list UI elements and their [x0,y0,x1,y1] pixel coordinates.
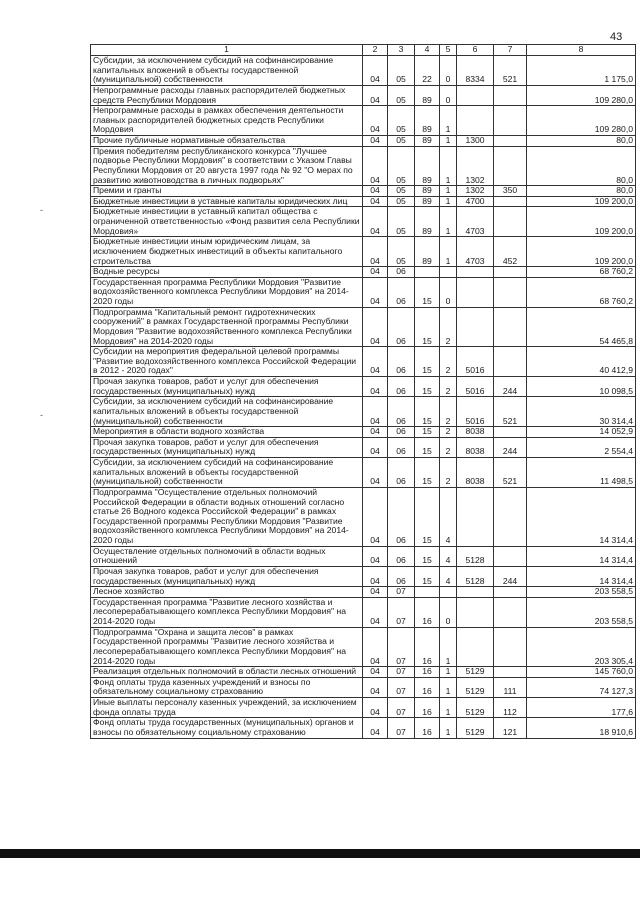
row-code-cell: 2 [440,427,457,438]
row-code-cell: 06 [388,397,415,427]
row-code-cell: 04 [363,237,388,267]
row-name-cell: Прочие публичные нормативные обязательства [91,136,363,147]
row-code-cell: 15 [415,437,440,457]
table-row [91,427,636,438]
row-code-cell: 22 [415,56,440,86]
row-code-cell: 1 [440,627,457,667]
row-code-cell: 8334 [457,56,494,86]
row-code-cell: 06 [388,546,415,566]
row-name-cell: Иные выплаты персоналу казенных учреждений, за исключением фонда оплаты труда [91,698,363,718]
row-code-cell: 2 [440,458,457,488]
row-code-cell [494,196,527,207]
row-code-cell: 04 [363,56,388,86]
row-code-cell: 15 [415,458,440,488]
row-code-cell: 15 [415,347,440,377]
row-code-cell [494,347,527,377]
row-code-cell: 06 [388,487,415,546]
row-code-cell [457,277,494,307]
row-amount-cell: 10 098,5 [527,377,636,397]
row-code-cell: 89 [415,196,440,207]
table-row [91,667,636,678]
row-code-cell: 1 [440,106,457,136]
row-code-cell: 06 [388,427,415,438]
row-code-cell: 04 [363,437,388,457]
table-row [91,437,636,457]
row-code-cell: 06 [388,566,415,586]
row-code-cell [457,587,494,598]
row-code-cell: 04 [363,146,388,186]
table-row [91,627,636,667]
row-name-cell: Прочая закупка товаров, работ и услуг для обеспечения государственных (муниципальных) нужд [91,377,363,397]
row-code-cell: 04 [363,627,388,667]
row-code-cell [494,487,527,546]
row-code-cell: 04 [363,597,388,627]
table-row [91,186,636,197]
table-row [91,587,636,598]
row-code-cell: 04 [363,106,388,136]
row-code-cell: 2 [440,307,457,347]
row-code-cell: 16 [415,597,440,627]
row-name-cell: Подпрограмма "Охрана и защита лесов" в рамках Государственной программы "Развитие лесного хозяйства и лесоперерабатывающего комплекса Республики Мордовия" на 2014-2020 годы [91,627,363,667]
row-code-cell: 16 [415,698,440,718]
row-name-cell: Государственная программа "Развитие лесного хозяйства и лесоперерабатывающего комплекса Республики Мордовия" на 2014-2020 годы [91,597,363,627]
row-amount-cell: 177,6 [527,698,636,718]
row-code-cell: 07 [388,627,415,667]
row-name-cell: Прочая закупка товаров, работ и услуг для обеспечения государственных (муниципальных) нужд [91,437,363,457]
row-code-cell: 15 [415,566,440,586]
row-code-cell [415,587,440,598]
table-row [91,56,636,86]
row-code-cell: 15 [415,546,440,566]
row-name-cell: Бюджетные инвестиции иным юридическим лицам, за исключением бюджетных инвестиций в объекты капитального строительства [91,237,363,267]
table-row [91,597,636,627]
row-amount-cell: 18 910,6 [527,718,636,738]
row-code-cell: 04 [363,377,388,397]
row-code-cell [494,136,527,147]
row-code-cell: 4 [440,546,457,566]
row-code-cell [440,267,457,278]
row-code-cell: 06 [388,437,415,457]
row-code-cell: 07 [388,718,415,738]
row-code-cell: 521 [494,458,527,488]
row-code-cell: 8038 [457,458,494,488]
row-amount-cell: 109 280,0 [527,85,636,105]
header-cell: 7 [494,45,527,56]
row-code-cell: 121 [494,718,527,738]
row-name-cell: Субсидии, за исключением субсидий на софинансирование капитальных вложений в объекты государственной (муниципальной) собственности [91,458,363,488]
row-code-cell: 16 [415,667,440,678]
table-row [91,207,636,237]
row-code-cell: 521 [494,397,527,427]
row-name-cell: Государственная программа Республики Мордовия "Развитие водохозяйственного комплекса Республики Мордовия" на 2014-2020 годы [91,277,363,307]
row-code-cell: 16 [415,677,440,697]
row-code-cell: 1 [440,698,457,718]
row-code-cell [457,307,494,347]
row-code-cell: 4703 [457,207,494,237]
row-code-cell: 15 [415,277,440,307]
table-row [91,237,636,267]
row-code-cell [457,267,494,278]
row-amount-cell: 203 558,5 [527,587,636,598]
row-amount-cell: 109 200,0 [527,207,636,237]
row-code-cell [494,85,527,105]
page-number: 43 [610,31,623,43]
row-code-cell: 05 [388,85,415,105]
header-cell: 2 [363,45,388,56]
row-code-cell: 4703 [457,237,494,267]
row-code-cell: 1 [440,237,457,267]
row-code-cell: 06 [388,458,415,488]
row-code-cell: 111 [494,677,527,697]
row-amount-cell: 54 465,8 [527,307,636,347]
table-row [91,307,636,347]
row-code-cell [457,627,494,667]
row-code-cell: 15 [415,397,440,427]
row-code-cell [494,627,527,667]
row-code-cell: 05 [388,196,415,207]
header-cell: 5 [440,45,457,56]
table-row [91,397,636,427]
row-name-cell: Реализация отдельных полномочий в области лесных отношений [91,667,363,678]
row-code-cell: 1 [440,136,457,147]
row-amount-cell: 2 554,4 [527,437,636,457]
row-code-cell [457,487,494,546]
row-code-cell: 0 [440,56,457,86]
row-code-cell: 89 [415,136,440,147]
table-row [91,267,636,278]
row-code-cell: 06 [388,267,415,278]
row-code-cell: 89 [415,237,440,267]
row-code-cell: 244 [494,437,527,457]
row-code-cell: 89 [415,207,440,237]
scan-mark: - [40,410,43,420]
table-row [91,487,636,546]
row-code-cell: 15 [415,427,440,438]
row-code-cell: 04 [363,587,388,598]
row-code-cell: 04 [363,677,388,697]
row-amount-cell: 203 305,4 [527,627,636,667]
row-code-cell: 07 [388,667,415,678]
row-code-cell: 521 [494,56,527,86]
header-cell: 4 [415,45,440,56]
row-code-cell [494,587,527,598]
row-code-cell: 2 [440,347,457,377]
row-code-cell: 5129 [457,667,494,678]
row-code-cell: 04 [363,267,388,278]
row-code-cell [494,146,527,186]
row-code-cell: 244 [494,566,527,586]
row-amount-cell: 14 314,4 [527,487,636,546]
row-code-cell [415,267,440,278]
row-code-cell: 2 [440,437,457,457]
row-code-cell: 05 [388,207,415,237]
row-amount-cell: 40 412,9 [527,347,636,377]
row-code-cell: 5128 [457,546,494,566]
row-code-cell: 04 [363,546,388,566]
row-code-cell: 2 [440,377,457,397]
row-code-cell: 4700 [457,196,494,207]
row-amount-cell: 109 200,0 [527,196,636,207]
table-row [91,377,636,397]
table-row [91,277,636,307]
scan-mark: - [40,205,43,215]
row-code-cell: 04 [363,397,388,427]
table-row [91,146,636,186]
row-code-cell: 1302 [457,186,494,197]
header-cell: 1 [91,45,363,56]
row-amount-cell: 30 314,4 [527,397,636,427]
row-code-cell: 89 [415,186,440,197]
row-name-cell: Водные ресурсы [91,267,363,278]
row-code-cell: 89 [415,146,440,186]
row-name-cell: Бюджетные инвестиции в уставный капитал общества с ограниченной ответственностью «Фонд развития села Республики Мордовия» [91,207,363,237]
row-code-cell: 16 [415,627,440,667]
row-code-cell: 06 [388,307,415,347]
header-cell: 3 [388,45,415,56]
row-code-cell: 04 [363,698,388,718]
row-code-cell [494,597,527,627]
row-code-cell: 0 [440,277,457,307]
row-code-cell: 07 [388,587,415,598]
row-amount-cell: 203 558,5 [527,597,636,627]
row-code-cell: 5016 [457,397,494,427]
row-code-cell: 07 [388,677,415,697]
row-code-cell [457,597,494,627]
row-amount-cell: 11 498,5 [527,458,636,488]
row-code-cell: 04 [363,667,388,678]
row-code-cell: 1302 [457,146,494,186]
row-code-cell: 15 [415,307,440,347]
row-amount-cell: 68 760,2 [527,267,636,278]
row-code-cell: 0 [440,597,457,627]
row-code-cell [494,546,527,566]
table-row [91,106,636,136]
table-row [91,698,636,718]
row-name-cell: Подпрограмма "Осуществление отдельных полномочий Российской Федерации в области водных отношений согласно статье 26 Водного кодекса Российской Федерации" в рамках Государственной программы Республики Мордовия "Развитие водохозяйственного комплекса Республики Мордовия" на 2014-2020 годы [91,487,363,546]
row-code-cell: 5129 [457,677,494,697]
row-code-cell: 04 [363,307,388,347]
row-code-cell: 1 [440,186,457,197]
row-name-cell: Фонд оплаты труда государственных (муниципальных) органов и взносы по обязательному социальному страхованию [91,718,363,738]
row-code-cell [457,106,494,136]
row-name-cell: Мероприятия в области водного хозяйства [91,427,363,438]
row-amount-cell: 14 052,9 [527,427,636,438]
row-code-cell: 1 [440,667,457,678]
row-name-cell: Премии и гранты [91,186,363,197]
row-code-cell [494,277,527,307]
table-row [91,347,636,377]
row-code-cell: 1 [440,146,457,186]
row-code-cell: 04 [363,458,388,488]
header-cell: 8 [527,45,636,56]
row-code-cell [494,106,527,136]
table-row [91,196,636,207]
row-name-cell: Лесное хозяйство [91,587,363,598]
row-code-cell: 15 [415,487,440,546]
row-code-cell: 5129 [457,698,494,718]
row-amount-cell: 14 314,4 [527,566,636,586]
row-code-cell: 06 [388,377,415,397]
row-code-cell: 05 [388,106,415,136]
row-code-cell: 04 [363,85,388,105]
row-code-cell [494,207,527,237]
row-code-cell: 04 [363,566,388,586]
table-row [91,85,636,105]
row-code-cell: 112 [494,698,527,718]
row-amount-cell: 80,0 [527,186,636,197]
row-amount-cell: 145 760,0 [527,667,636,678]
row-code-cell: 0 [440,85,457,105]
row-code-cell: 8038 [457,427,494,438]
row-code-cell [494,667,527,678]
row-name-cell: Фонд оплаты труда казенных учреждений и взносы по обязательному социальному страхованию [91,677,363,697]
row-code-cell: 1300 [457,136,494,147]
row-name-cell: Непрограммные расходы главных распорядителей бюджетных средств Республики Мордовия [91,85,363,105]
row-code-cell: 07 [388,597,415,627]
row-code-cell: 06 [388,277,415,307]
row-code-cell: 04 [363,136,388,147]
header-cell: 6 [457,45,494,56]
table-row [91,136,636,147]
scan-bottom-bar [0,849,640,858]
row-amount-cell: 109 280,0 [527,106,636,136]
row-name-cell: Прочая закупка товаров, работ и услуг для обеспечения государственных (муниципальных) нужд [91,566,363,586]
row-code-cell: 5016 [457,347,494,377]
row-code-cell: 1 [440,207,457,237]
row-name-cell: Подпрограмма "Капитальный ремонт гидротехнических сооружений" в рамках Государственной программы Республики Мордовия "Развитие водохозяйственного комплекса Республики Мордовия" на 2014-2020 годы [91,307,363,347]
row-code-cell: 1 [440,196,457,207]
table-row [91,718,636,738]
row-code-cell: 05 [388,136,415,147]
row-code-cell [440,587,457,598]
row-code-cell: 4 [440,487,457,546]
row-code-cell: 2 [440,397,457,427]
row-code-cell: 04 [363,487,388,546]
row-name-cell: Непрограммные расходы в рамках обеспечения деятельности главных распорядителей бюджетных средств Республики Мордовия [91,106,363,136]
row-code-cell: 15 [415,377,440,397]
row-code-cell: 04 [363,277,388,307]
row-amount-cell: 80,0 [527,146,636,186]
row-code-cell [457,85,494,105]
row-code-cell: 5128 [457,566,494,586]
row-name-cell: Субсидии на мероприятия федеральной целевой программы "Развитие водохозяйственного комплекса Российской Федерации в 2012 - 2020 годах" [91,347,363,377]
row-code-cell: 06 [388,347,415,377]
table-row [91,458,636,488]
row-code-cell: 244 [494,377,527,397]
row-code-cell: 05 [388,186,415,197]
table-row [91,546,636,566]
row-code-cell: 04 [363,186,388,197]
row-code-cell: 16 [415,718,440,738]
row-code-cell: 05 [388,146,415,186]
row-code-cell: 1 [440,718,457,738]
row-code-cell [494,307,527,347]
row-code-cell: 5129 [457,718,494,738]
row-code-cell: 452 [494,237,527,267]
row-code-cell [494,267,527,278]
row-name-cell: Субсидии, за исключением субсидий на софинансирование капитальных вложений в объекты государственной (муниципальной) собственности [91,397,363,427]
row-code-cell: 05 [388,56,415,86]
row-code-cell: 04 [363,347,388,377]
budget-table [90,44,636,739]
row-amount-cell: 68 760,2 [527,277,636,307]
row-code-cell: 89 [415,106,440,136]
row-name-cell: Субсидии, за исключением субсидий на софинансирование капитальных вложений в объекты государственной (муниципальной) собственности [91,56,363,86]
row-code-cell: 04 [363,207,388,237]
table-row [91,677,636,697]
row-code-cell: 1 [440,677,457,697]
row-code-cell: 04 [363,718,388,738]
row-code-cell [494,427,527,438]
row-code-cell: 89 [415,85,440,105]
row-name-cell: Премия победителям республиканского конкурса "Лучшее подворье Республики Мордовия" в соответствии с Указом Главы Республики Мордовия от 20 августа 1997 года № 92 "О мерах по развитию животноводства в личных подворьях" [91,146,363,186]
row-amount-cell: 14 314,4 [527,546,636,566]
row-code-cell: 04 [363,196,388,207]
row-code-cell: 350 [494,186,527,197]
row-amount-cell: 1 175,0 [527,56,636,86]
row-amount-cell: 109 200,0 [527,237,636,267]
row-name-cell: Осуществление отдельных полномочий в области водных отношений [91,546,363,566]
row-code-cell: 05 [388,237,415,267]
row-code-cell: 8038 [457,437,494,457]
row-code-cell: 5016 [457,377,494,397]
row-name-cell: Бюджетные инвестиции в уставные капиталы юридических лиц [91,196,363,207]
row-code-cell: 4 [440,566,457,586]
row-amount-cell: 74 127,3 [527,677,636,697]
row-code-cell: 07 [388,698,415,718]
row-amount-cell: 80,0 [527,136,636,147]
table-header-row [91,45,636,56]
table-row [91,566,636,586]
row-code-cell: 04 [363,427,388,438]
